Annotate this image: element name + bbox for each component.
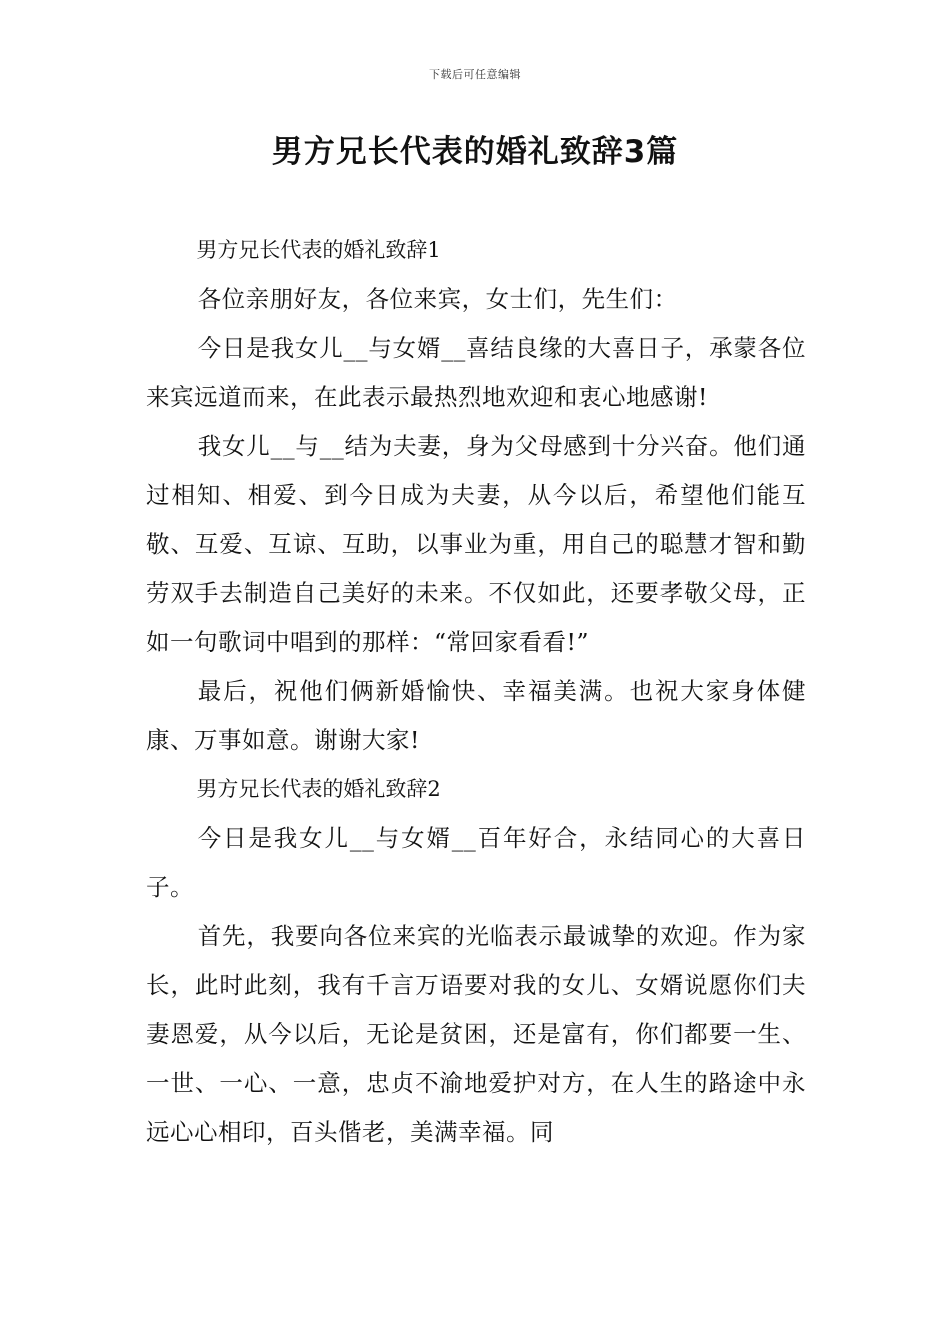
- section-heading-2: 男方兄长代表的婚礼致辞2: [196, 777, 441, 801]
- body-paragraph: 最后，祝他们俩新婚愉快、幸福美满。也祝大家身体健康、万事如意。谢谢大家!: [146, 677, 806, 754]
- body-paragraph: 我女儿__与__结为夫妻，身为父母感到十分兴奋。他们通过相知、相爱、到今日成为夫妻，从今以后，希望他们能互敬、互爱、互谅、互助，以事业为重，用自己的聪慧才智和勤劳双手去制造自己美好的未来。不仅如此，还要孝敬父母，正如一句歌词中唱到的那样：“常回家看看!”: [146, 432, 806, 656]
- document-body: [146, 226, 806, 1157]
- salutation-paragraph: 各位亲朋好友，各位来宾，女士们，先生们：: [197, 285, 678, 313]
- header-note: 下载后可任意编辑: [429, 68, 521, 81]
- body-paragraph: 首先，我要向各位来宾的光临表示最诚挚的欢迎。作为家长，此时此刻，我有千言万语要对我的女儿、女婿说愿你们夫妻恩爱，从今以后，无论是贫困，还是富有，你们都要一生、一世、一心、一意，忠贞不渝地爱护对方，在人生的路途中永远心心相印，百头偕老，美满幸福。同: [146, 922, 806, 1146]
- section-heading-1: 男方兄长代表的婚礼致辞1: [196, 238, 441, 262]
- body-paragraph: 今日是我女儿__与女婿__喜结良缘的大喜日子，承蒙各位来宾远道而来，在此表示最热烈地欢迎和衷心地感谢!: [146, 334, 806, 411]
- body-paragraph: 今日是我女儿__与女婿__百年好合，永结同心的大喜日子。: [146, 824, 806, 901]
- document-title: 男方兄长代表的婚礼致辞3篇: [271, 134, 679, 170]
